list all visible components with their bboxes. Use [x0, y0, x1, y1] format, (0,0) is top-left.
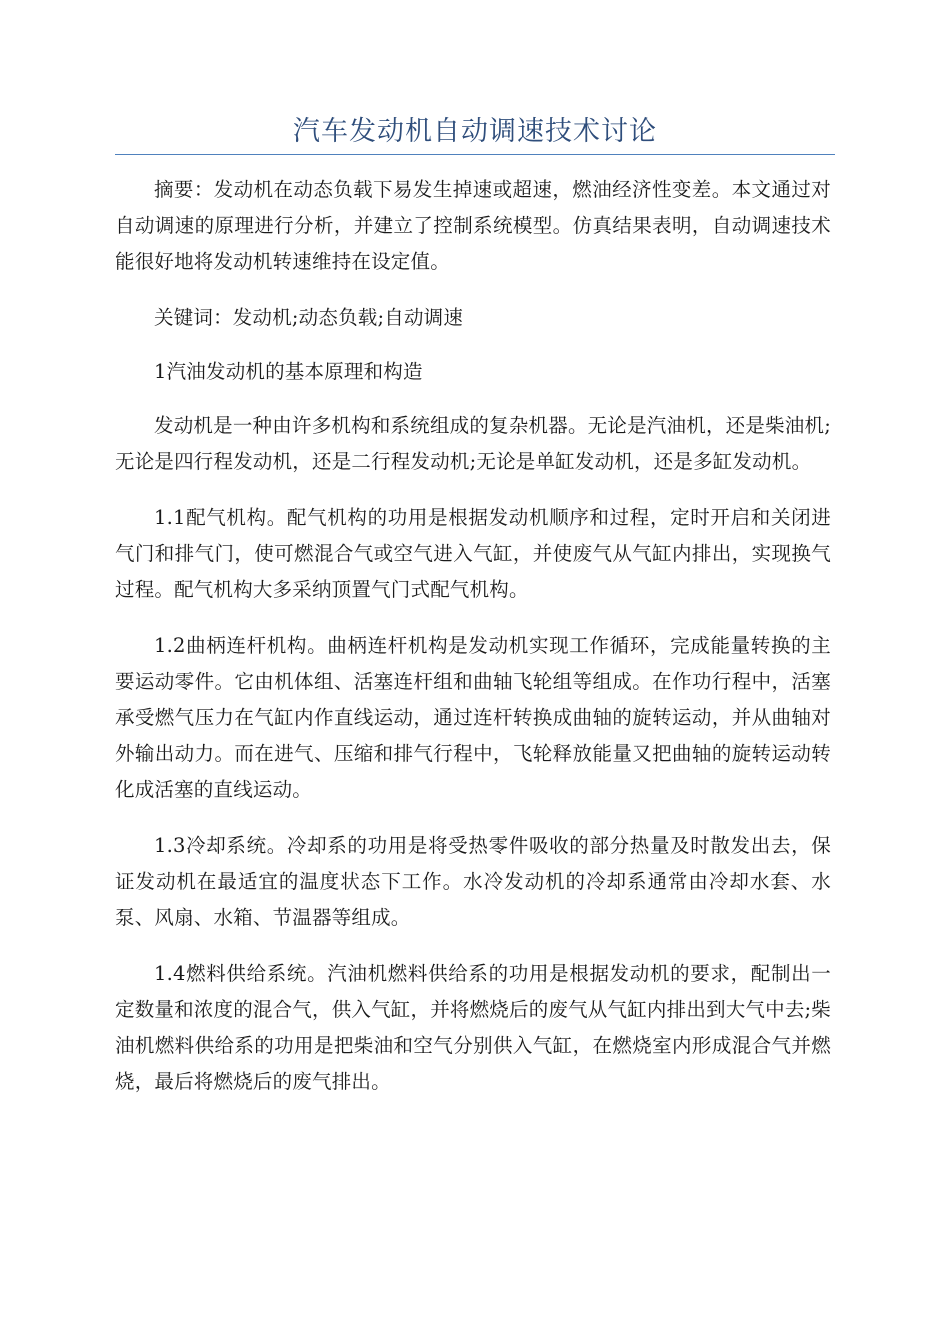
- body-paragraph: 1.2曲柄连杆机构。曲柄连杆机构是发动机实现工作循环，完成能量转换的主要运动零件。它由机体组、活塞连杆组和曲轴飞轮组等组成。在作功行程中，活塞承受燃气压力在气缸内作直线运动，通过连杆转换成曲轴的旋转运动，并从曲轴对外输出动力。而在进气、压缩和排气行程中，飞轮释放能量又把曲轴的旋转运动转化成活塞的直线运动。: [115, 634, 831, 801]
- title-divider: [115, 154, 835, 155]
- body-paragraph: 1.1配气机构。配气机构的功用是根据发动机顺序和过程，定时开启和关闭进气门和排气门，使可燃混合气或空气进入气缸，并使废气从气缸内排出，实现换气过程。配气机构大多采纳顶置气门式配气机构。: [115, 506, 831, 601]
- document-body: [115, 172, 831, 1120]
- body-paragraph: 1.3冷却系统。冷却系的功用是将受热零件吸收的部分热量及时散发出去，保证发动机在最适宜的温度状态下工作。水冷发动机的冷却系通常由冷却水套、水泵、风扇、水箱、节温器等组成。: [115, 834, 831, 929]
- keywords-paragraph: 关键词：发动机;动态负载;自动调速: [154, 306, 464, 329]
- body-paragraph: 1.4燃料供给系统。汽油机燃料供给系的功用是根据发动机的要求，配制出一定数量和浓度的混合气，供入气缸，并将燃烧后的废气从气缸内排出到大气中去;柴油机燃料供给系的功用是把柴油和空气分别供入气缸，在燃烧室内形成混合气并燃烧，最后将燃烧后的废气排出。: [115, 962, 831, 1093]
- body-paragraph: 发动机是一种由许多机构和系统组成的复杂机器。无论是汽油机，还是柴油机;无论是四行程发动机，还是二行程发动机;无论是单缸发动机，还是多缸发动机。: [115, 414, 831, 473]
- abstract-paragraph: 摘要：发动机在动态负载下易发生掉速或超速，燃油经济性变差。本文通过对自动调速的原理进行分析，并建立了控制系统模型。仿真结果表明，自动调速技术能很好地将发动机转速维持在设定值。: [115, 178, 831, 273]
- section-heading: 1汽油发动机的基本原理和构造: [154, 360, 423, 383]
- document-title: 汽车发动机自动调速技术讨论: [293, 116, 657, 147]
